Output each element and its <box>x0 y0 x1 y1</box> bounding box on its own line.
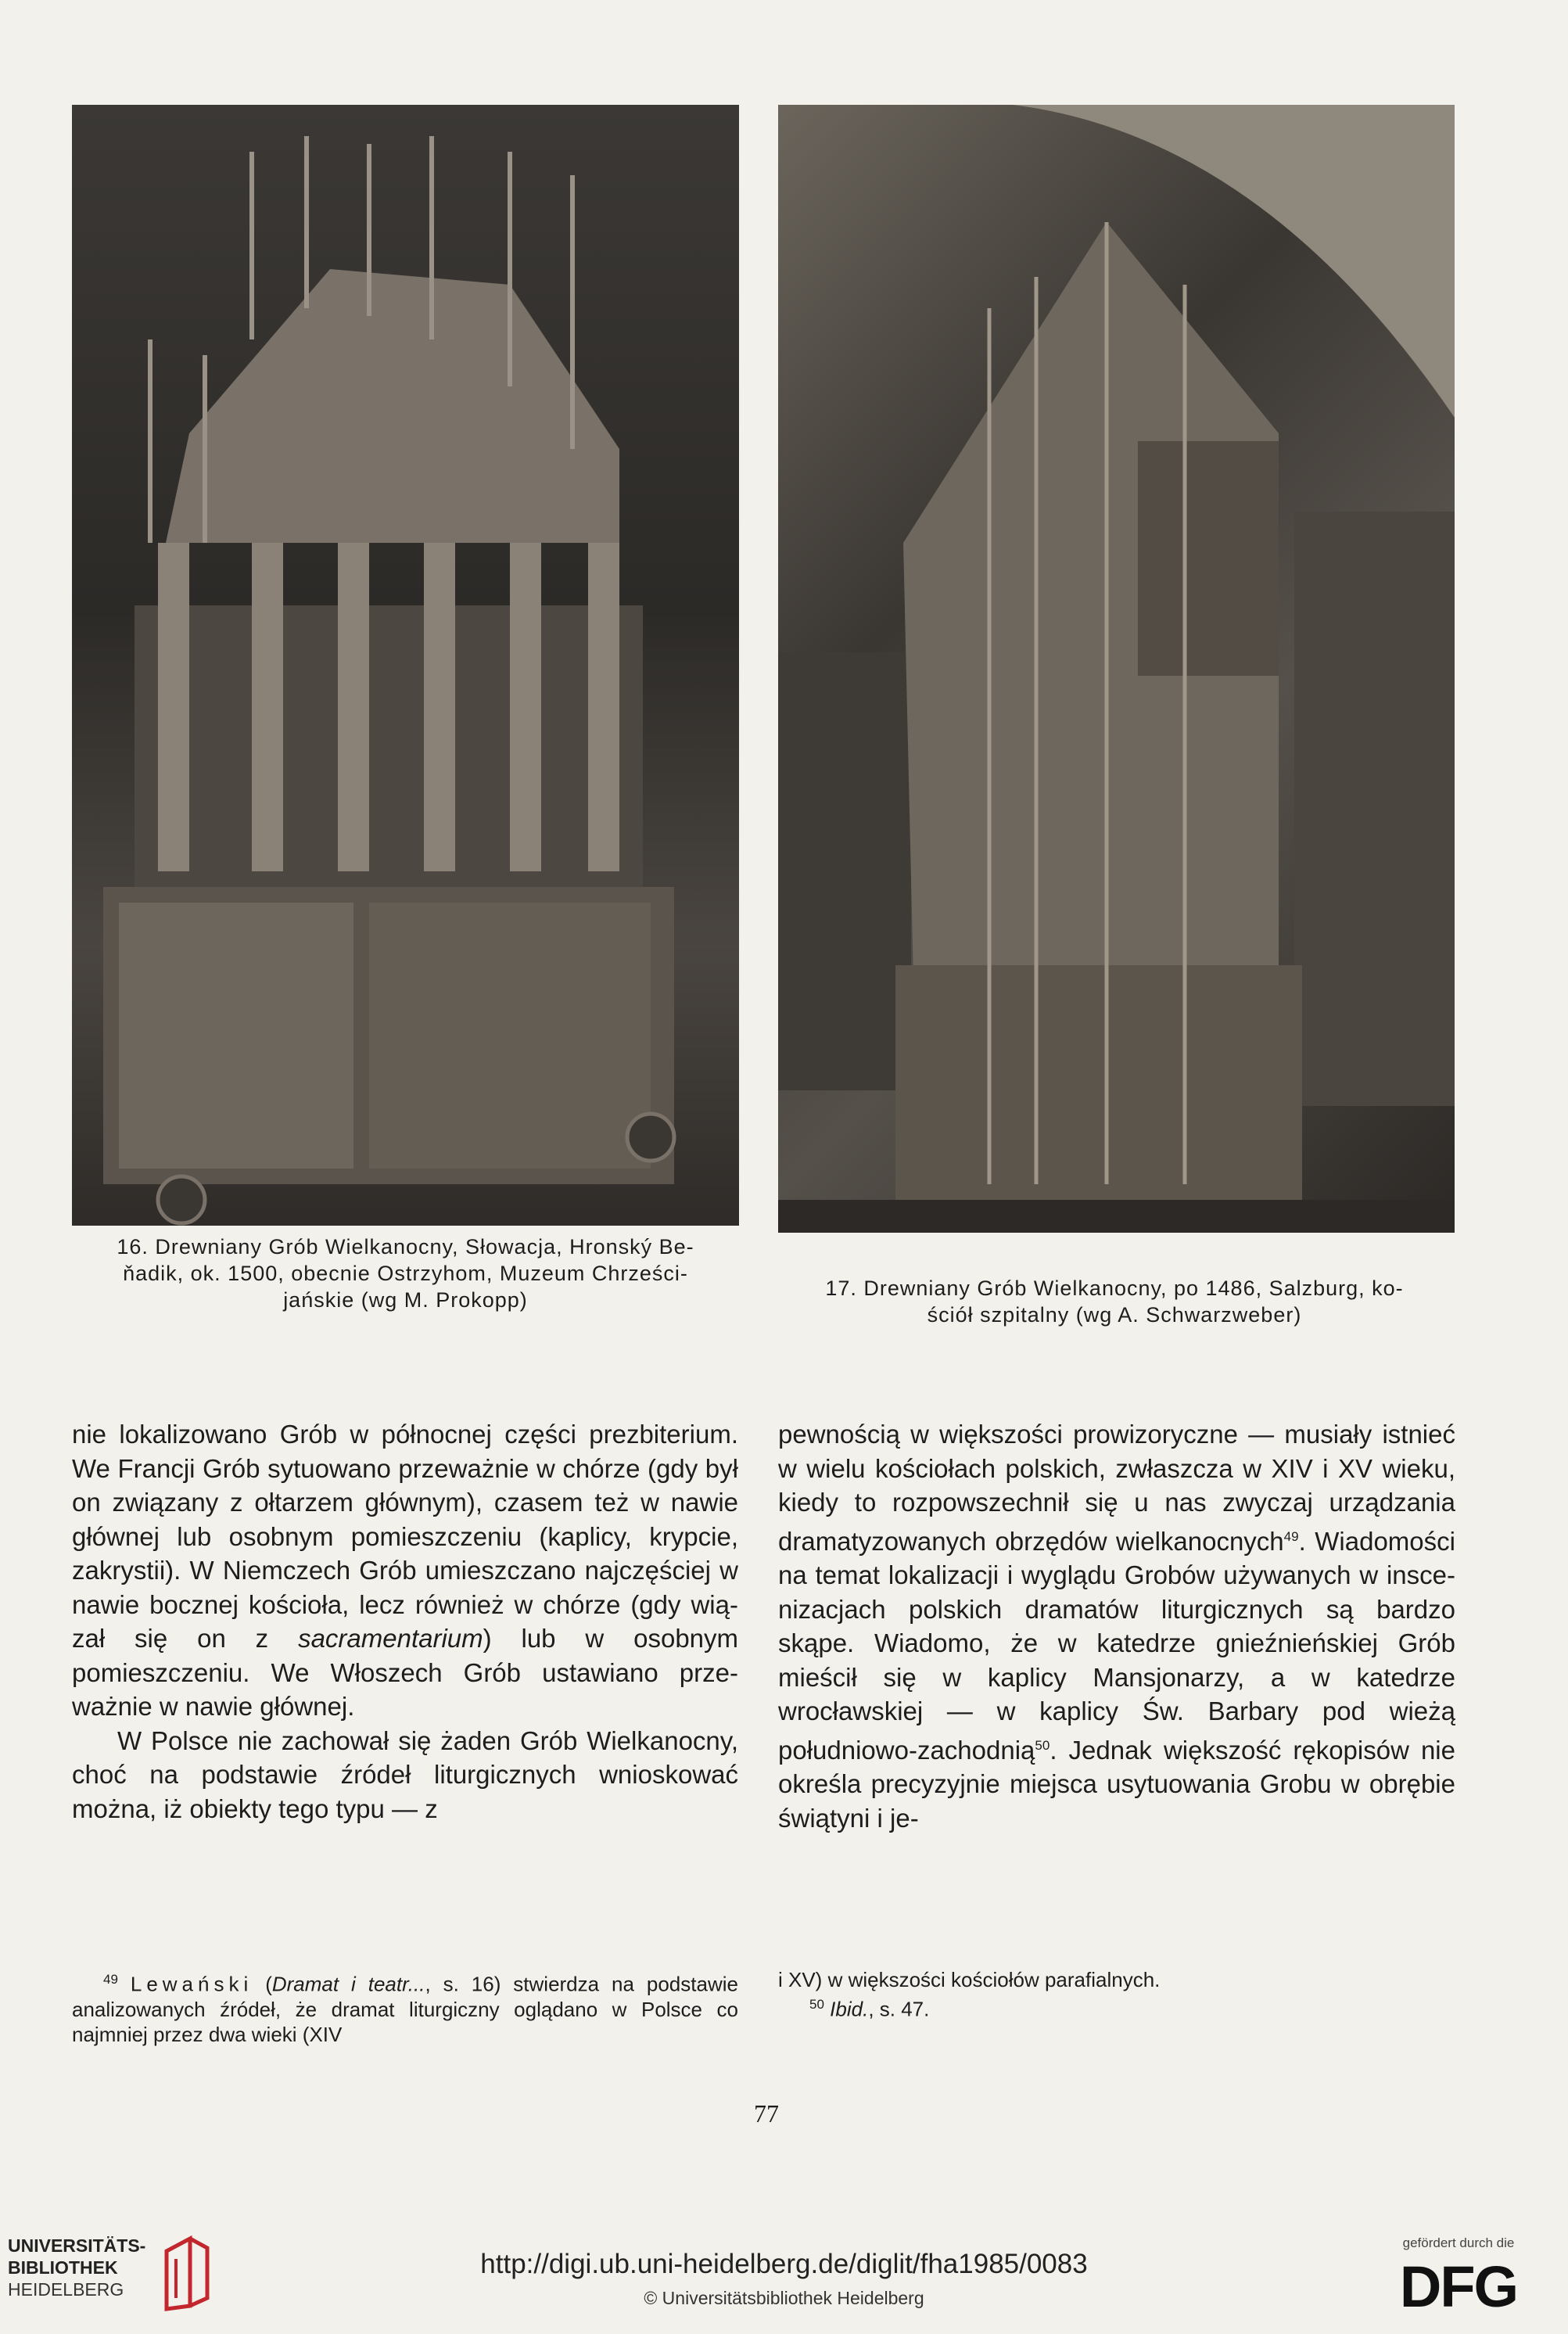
footnote-50 <box>778 1967 1455 2022</box>
footnote-49: $^{49}$ Lewański (Dramat i teatr..., s. 16) stwierdza na podstawie analizowanych źródeł, że dramat liturgiczny oglądano w Polsce co najmniej przez dwa wieki (XIV <box>72 1972 738 2046</box>
figure-17-caption <box>774 1275 1455 1328</box>
sepulchre-illustration <box>72 105 739 1226</box>
footnote-text: , s. 16) stwierdza na podstawie analizowanych źródeł, że dramat liturgiczny oglądano w Polsce co najmniej przez dwa wieki (XIV <box>72 1972 738 2046</box>
paragraph <box>778 1417 1455 1835</box>
dfg-logo[interactable]: DFG <box>1399 2254 1518 2319</box>
footnote-ref[interactable]: 49 <box>1283 1528 1299 1544</box>
footnote-text: , s. 47. <box>868 1997 930 2021</box>
footnote-number: 49 <box>103 1972 118 1987</box>
caption-line: 17. Drewniany Grób Wielkanocny, po 1486, Salzburg, ko- <box>825 1277 1404 1300</box>
paragraph-text: . Wiadomości na temat lokalizacji i wyglądu Grobów używanych w inscenizacjach polskich dramatów liturgicznych są bardzo skąpe. Wiadomo, że w katedrze gnieźnieńskiej Grób mieścił się w kaplicy Mansjonarzy, a w katedrze wrocławskiej — w kaplicy Św. Barbary pod wieżą południowo-zachodnią <box>778 1526 1455 1765</box>
body-column-left <box>72 1417 738 1826</box>
figure-16-photo <box>72 105 739 1226</box>
library-name-line: BIBLIOTHEK <box>8 2257 118 2278</box>
church-interior-illustration <box>778 105 1455 1233</box>
caption-line: ňadik, ok. 1500, obecnie Ostrzyhom, Muzeum Chrześci- <box>123 1262 688 1285</box>
footnote-number: 50 <box>809 1997 824 2012</box>
funding-label: gefördert durch die <box>1402 2235 1515 2250</box>
source-url-link[interactable]: http://digi.ub.uni-heidelberg.de/diglit/fha1985/0083 <box>480 2249 1088 2279</box>
paragraph <box>72 1417 738 1724</box>
paragraph-text: pewnością w większości prowizoryczne — musiały istnieć w wielu kościołach polskich, zwłaszcza w XIV i XV wieku, kiedy to rozpowszechnił się u nas zwyczaj urządzania dramatyzowanych obrzędów wielkanocnych <box>778 1420 1455 1556</box>
paragraph-text: ) lub w osobnym pomieszczeniu. We Włoszech Grób ustawiano przeważnie w nawie głównej. <box>72 1624 739 1721</box>
footnote-title: Dramat i teatr... <box>271 1972 425 1996</box>
library-name-line: HEIDELBERG <box>8 2279 124 2300</box>
paragraph-text: . Jednak większość rękopisów nie określa precyzyjnie miejsca usytuowania Grobu w obrębie świątyni i je- <box>778 1735 1455 1833</box>
paragraph: W Polsce nie zachował się żaden Grób Wielkanocny, choć na podstawie źródeł liturgicznych wnioskować można, iż obiekty tego typu — z <box>72 1725 738 1823</box>
copyright-text: © Universitätsbibliothek Heidelberg <box>644 2288 924 2308</box>
figure-17-photo <box>778 105 1455 1233</box>
footnote-author: Lewański <box>130 1972 253 1996</box>
italic-term: sacramentarium <box>298 1624 483 1653</box>
figure-16-caption <box>72 1233 739 1313</box>
body-column-right <box>778 1417 1455 1835</box>
caption-line: jańskie (wg M. Prokopp) <box>283 1288 528 1312</box>
footnote-ref[interactable]: 50 <box>1035 1737 1050 1753</box>
footnote-continuation: i XV) w większości kościołów parafialnych. <box>778 1968 1161 1991</box>
library-name-line: UNIVERSITÄTS- <box>8 2235 146 2256</box>
caption-line: ściół szpitalny (wg A. Schwarzweber) <box>927 1303 1302 1327</box>
footnote-ibid: Ibid. <box>830 1997 869 2021</box>
paragraph-text: nie lokalizowano Grób w północnej części prezbiterium. We Francji Grób sytuowano przeważnie w chórze (gdy był on związany z ołtarzem głównym), czasem też w nawie głównej lub osobnym pomieszczeniu (kaplicy, krypcie, zakrystii). W Niemczech Grób umieszczano najczęściej w nawie bocznej kościoła, lecz również w chórze (gdy wiązał się on z <box>72 1420 738 1653</box>
page-number: 77 <box>754 2099 779 2128</box>
caption-line: 16. Drewniany Grób Wielkanocny, Słowacja, Hronský Be- <box>117 1235 694 1259</box>
